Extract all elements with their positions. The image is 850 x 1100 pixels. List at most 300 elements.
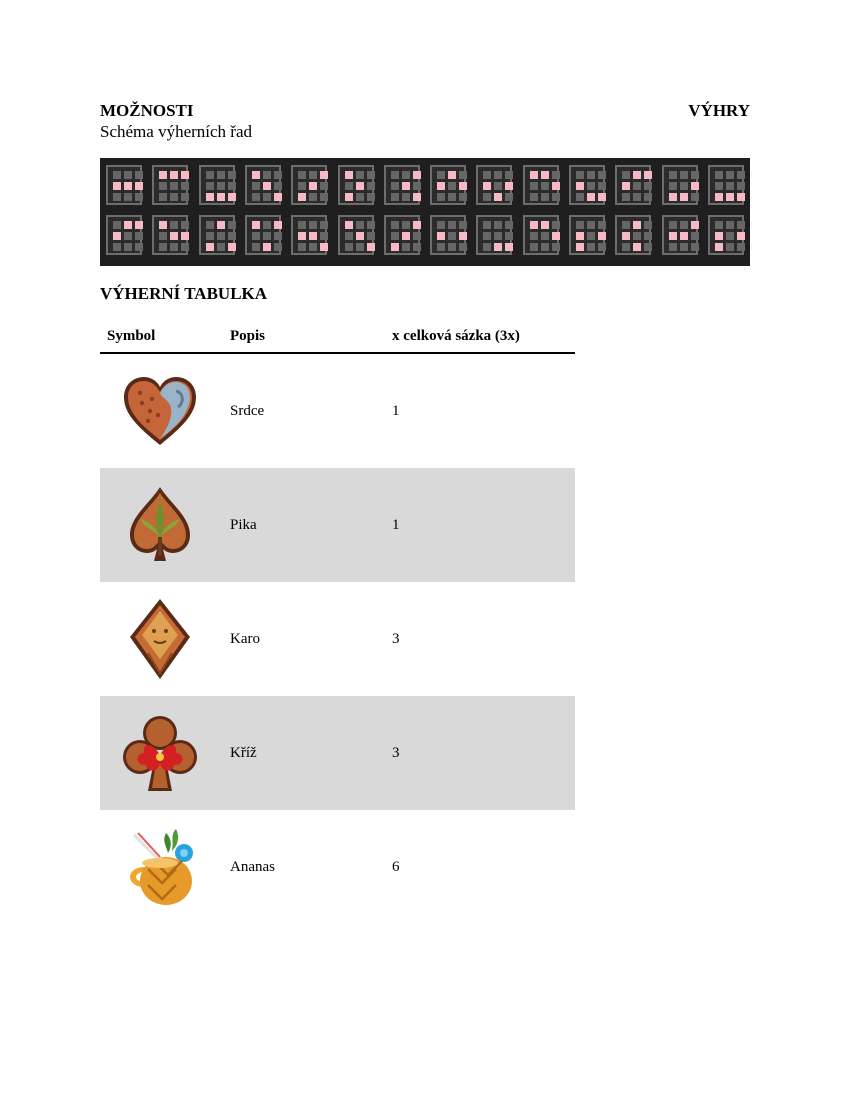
payline-cell [135, 171, 143, 179]
payline-cell [413, 221, 421, 229]
payline-cell [448, 221, 456, 229]
payline-cell [181, 182, 189, 190]
payline-cell [541, 232, 549, 240]
payline-cell [402, 243, 410, 251]
payline-cell [206, 171, 214, 179]
payline-cell [391, 182, 399, 190]
diamond-icon [118, 597, 202, 681]
payline-cell [263, 193, 271, 201]
payline-cell [598, 193, 606, 201]
payline-9 [476, 165, 512, 205]
payline-cell [680, 193, 688, 201]
payline-cell [274, 221, 282, 229]
paytable-row-spade [100, 468, 575, 582]
payline-cell [181, 221, 189, 229]
payline-cell [113, 193, 121, 201]
payline-cell [737, 243, 745, 251]
payline-cell [206, 243, 214, 251]
payline-cell [274, 243, 282, 251]
payline-cell [159, 243, 167, 251]
description-club: Kříž [230, 745, 257, 761]
payline-cell [644, 171, 652, 179]
payline-cell [530, 232, 538, 240]
description-diamond: Karo [230, 631, 260, 647]
payline-cell [402, 171, 410, 179]
payline-cell [644, 193, 652, 201]
payline-cell [494, 232, 502, 240]
payline-cell [124, 182, 132, 190]
payline-cell [530, 193, 538, 201]
payline-cell [505, 182, 513, 190]
payline-14 [708, 165, 744, 205]
payline-cell [587, 182, 595, 190]
payline-cell [633, 182, 641, 190]
payline-cell [217, 182, 225, 190]
payline-cell [505, 221, 513, 229]
payline-cell [228, 232, 236, 240]
multiplier-club: 3 [392, 745, 400, 761]
payline-cell [541, 171, 549, 179]
payline-cell [505, 232, 513, 240]
payline-cell [170, 232, 178, 240]
payline-cell [170, 193, 178, 201]
payline-cell [113, 243, 121, 251]
payline-cell [263, 182, 271, 190]
payline-cell [170, 221, 178, 229]
payline-5 [291, 165, 327, 205]
payline-cell [448, 193, 456, 201]
payline-cell [309, 182, 317, 190]
payline-cell [274, 182, 282, 190]
payline-cell [252, 243, 260, 251]
payline-cell [391, 243, 399, 251]
payline-cell [320, 243, 328, 251]
payline-7 [384, 165, 420, 205]
payline-cell [448, 171, 456, 179]
payline-cell [345, 232, 353, 240]
payline-cell [541, 221, 549, 229]
payline-cell [217, 232, 225, 240]
payline-cell [669, 221, 677, 229]
payline-cell [402, 182, 410, 190]
payline-cell [263, 232, 271, 240]
payline-cell [459, 193, 467, 201]
payline-cell [309, 193, 317, 201]
payline-cell [274, 232, 282, 240]
payline-16 [152, 215, 188, 255]
payline-cell [402, 232, 410, 240]
payline-cell [181, 232, 189, 240]
payline-cell [587, 243, 595, 251]
payline-26 [615, 215, 651, 255]
payline-cell [726, 171, 734, 179]
payline-cell [448, 243, 456, 251]
payline-cell [483, 221, 491, 229]
payline-cell [263, 243, 271, 251]
multiplier-heart: 1 [392, 403, 400, 419]
payline-cell [552, 171, 560, 179]
payline-cell [737, 232, 745, 240]
payline-cell [228, 182, 236, 190]
payline-cell [217, 221, 225, 229]
payline-cell [715, 182, 723, 190]
payline-cell [113, 171, 121, 179]
payline-cell [356, 193, 364, 201]
payline-cell [356, 243, 364, 251]
payline-cell [576, 243, 584, 251]
payline-22 [430, 215, 466, 255]
payline-cell [263, 171, 271, 179]
payline-cell [345, 221, 353, 229]
payline-cell [587, 221, 595, 229]
payline-cell [391, 171, 399, 179]
payline-cell [135, 232, 143, 240]
payline-cell [252, 182, 260, 190]
payline-cell [159, 171, 167, 179]
header-symbol: Symbol [107, 328, 156, 344]
payline-cell [345, 243, 353, 251]
payline-cell [159, 193, 167, 201]
payline-cell [633, 232, 641, 240]
payline-cell [320, 221, 328, 229]
payline-cell [459, 243, 467, 251]
payline-cell [587, 193, 595, 201]
payline-cell [298, 221, 306, 229]
payline-cell [413, 193, 421, 201]
payline-cell [135, 243, 143, 251]
options-title: MOŽNOSTI [100, 101, 194, 120]
payline-cell [530, 243, 538, 251]
paytable-title: VÝHERNÍ TABULKA [100, 284, 268, 303]
payline-4 [245, 165, 281, 205]
payline-cell [680, 232, 688, 240]
payline-cell [298, 171, 306, 179]
payline-cell [217, 193, 225, 201]
payline-cell [587, 171, 595, 179]
payline-cell [170, 182, 178, 190]
payline-cell [448, 182, 456, 190]
payline-cell [437, 182, 445, 190]
spade-icon [118, 483, 202, 567]
payline-20 [338, 215, 374, 255]
payline-cell [356, 182, 364, 190]
payline-cell [680, 221, 688, 229]
wins-title: VÝHRY [688, 101, 750, 120]
payline-cell [669, 232, 677, 240]
payline-cell [726, 182, 734, 190]
payline-cell [298, 182, 306, 190]
payline-cell [367, 193, 375, 201]
payline-cell [413, 182, 421, 190]
payline-cell [644, 182, 652, 190]
payline-cell [181, 171, 189, 179]
payline-cell [576, 182, 584, 190]
payline-cell [309, 243, 317, 251]
payline-cell [309, 171, 317, 179]
payline-cell [715, 232, 723, 240]
payline-cell [252, 171, 260, 179]
payline-cell [402, 193, 410, 201]
payline-cell [576, 193, 584, 201]
payline-cell [644, 243, 652, 251]
payline-cell [228, 221, 236, 229]
payline-cell [633, 171, 641, 179]
payline-cell [113, 182, 121, 190]
payline-2 [152, 165, 188, 205]
payline-cell [552, 221, 560, 229]
payline-cell [437, 221, 445, 229]
payline-cell [726, 232, 734, 240]
payline-cell [644, 232, 652, 240]
payline-cell [124, 171, 132, 179]
paytable-row-pineapple [100, 810, 575, 924]
payline-11 [569, 165, 605, 205]
paylines-subtitle: Schéma výherních řad [100, 122, 252, 141]
payline-cell [494, 193, 502, 201]
payline-cell [726, 221, 734, 229]
payline-cell [715, 171, 723, 179]
payline-cell [541, 243, 549, 251]
payline-cell [228, 193, 236, 201]
payline-cell [206, 182, 214, 190]
payline-cell [505, 243, 513, 251]
payline-cell [576, 232, 584, 240]
payline-cell [715, 221, 723, 229]
payline-cell [715, 193, 723, 201]
payline-cell [437, 171, 445, 179]
club-icon [118, 711, 202, 795]
pineapple-icon [118, 825, 202, 909]
payline-cell [181, 243, 189, 251]
payline-cell [459, 232, 467, 240]
payline-cell [691, 221, 699, 229]
multiplier-spade: 1 [392, 517, 400, 533]
payline-cell [298, 193, 306, 201]
payline-cell [737, 193, 745, 201]
payline-cell [576, 221, 584, 229]
payline-cell [669, 243, 677, 251]
payline-cell [494, 243, 502, 251]
payline-cell [680, 182, 688, 190]
payline-cell [680, 171, 688, 179]
payline-cell [135, 182, 143, 190]
payline-cell [391, 221, 399, 229]
payline-cell [309, 232, 317, 240]
paytable-row-diamond [100, 582, 575, 696]
payline-13 [662, 165, 698, 205]
payline-cell [413, 171, 421, 179]
multiplier-pineapple: 6 [392, 859, 400, 875]
payline-cell [170, 171, 178, 179]
payline-18 [245, 215, 281, 255]
payline-cell [252, 221, 260, 229]
payline-cell [633, 243, 641, 251]
payline-cell [124, 193, 132, 201]
payline-cell [552, 243, 560, 251]
payline-cell [367, 182, 375, 190]
payline-cell [633, 221, 641, 229]
payline-cell [135, 193, 143, 201]
payline-cell [598, 171, 606, 179]
payline-cell [274, 193, 282, 201]
payline-cell [437, 232, 445, 240]
payline-cell [459, 221, 467, 229]
payline-cell [448, 232, 456, 240]
payline-cell [587, 232, 595, 240]
payline-cell [159, 232, 167, 240]
payline-25 [569, 215, 605, 255]
payline-cell [320, 182, 328, 190]
multiplier-diamond: 3 [392, 631, 400, 647]
payline-cell [413, 232, 421, 240]
payline-cell [356, 232, 364, 240]
payline-cell [598, 221, 606, 229]
payline-cell [726, 243, 734, 251]
payline-cell [483, 182, 491, 190]
payline-cell [135, 221, 143, 229]
payline-cell [263, 221, 271, 229]
payline-15 [106, 215, 142, 255]
payline-cell [459, 171, 467, 179]
payline-cell [228, 243, 236, 251]
payline-cell [494, 221, 502, 229]
payline-cell [274, 171, 282, 179]
payline-cell [622, 221, 630, 229]
header-description: Popis [230, 328, 266, 344]
payline-cell [737, 182, 745, 190]
payline-cell [494, 182, 502, 190]
description-heart: Srdce [230, 403, 265, 419]
payline-cell [402, 221, 410, 229]
payline-cell [483, 171, 491, 179]
payline-cell [530, 221, 538, 229]
payline-cell [252, 193, 260, 201]
payline-cell [552, 182, 560, 190]
payline-cell [391, 193, 399, 201]
payline-cell [691, 232, 699, 240]
payline-cell [737, 171, 745, 179]
payline-cell [737, 221, 745, 229]
payline-cell [124, 221, 132, 229]
payline-cell [541, 182, 549, 190]
description-pineapple: Ananas [230, 859, 275, 875]
payline-cell [320, 232, 328, 240]
heart-icon [118, 369, 202, 453]
payline-cell [345, 171, 353, 179]
payline-17 [199, 215, 235, 255]
payline-cell [159, 182, 167, 190]
payline-cell [159, 221, 167, 229]
payline-1 [106, 165, 142, 205]
payline-cell [206, 221, 214, 229]
payline-cell [622, 182, 630, 190]
payline-28 [708, 215, 744, 255]
payline-cell [691, 243, 699, 251]
payline-cell [217, 243, 225, 251]
payline-6 [338, 165, 374, 205]
payline-cell [598, 232, 606, 240]
payline-cell [298, 243, 306, 251]
payline-cell [505, 171, 513, 179]
payline-cell [124, 232, 132, 240]
payline-cell [320, 193, 328, 201]
payline-cell [483, 243, 491, 251]
payline-cell [124, 243, 132, 251]
payline-cell [170, 243, 178, 251]
payline-cell [715, 243, 723, 251]
payline-cell [691, 193, 699, 201]
payline-cell [113, 221, 121, 229]
payline-cell [633, 193, 641, 201]
payline-cell [367, 243, 375, 251]
payline-cell [483, 232, 491, 240]
payline-cell [726, 193, 734, 201]
payline-21 [384, 215, 420, 255]
payline-cell [622, 232, 630, 240]
payline-cell [413, 243, 421, 251]
payline-cell [345, 182, 353, 190]
payline-cell [552, 193, 560, 201]
payline-cell [181, 193, 189, 201]
payline-3 [199, 165, 235, 205]
payline-cell [437, 243, 445, 251]
payline-cell [680, 243, 688, 251]
payline-cell [356, 221, 364, 229]
payline-cell [691, 182, 699, 190]
payline-cell [669, 193, 677, 201]
payline-cell [598, 182, 606, 190]
paytable-row-heart [100, 354, 575, 468]
payline-cell [459, 182, 467, 190]
payline-cell [320, 171, 328, 179]
payline-cell [505, 193, 513, 201]
payline-27 [662, 215, 698, 255]
payline-cell [530, 182, 538, 190]
payline-cell [576, 171, 584, 179]
payline-19 [291, 215, 327, 255]
paytable-header [100, 322, 575, 354]
payline-cell [252, 232, 260, 240]
payline-cell [552, 232, 560, 240]
payline-12 [615, 165, 651, 205]
payline-cell [206, 193, 214, 201]
payline-cell [437, 193, 445, 201]
payline-cell [598, 243, 606, 251]
payline-23 [476, 215, 512, 255]
paytable [100, 322, 575, 924]
payline-cell [309, 221, 317, 229]
payline-cell [530, 171, 538, 179]
payline-cell [691, 171, 699, 179]
payline-cell [622, 243, 630, 251]
payline-24 [523, 215, 559, 255]
header-multiplier: x celková sázka (3x) [392, 328, 520, 344]
payline-cell [217, 171, 225, 179]
payline-10 [523, 165, 559, 205]
payline-cell [622, 171, 630, 179]
payline-cell [644, 221, 652, 229]
payline-cell [298, 232, 306, 240]
payline-cell [356, 171, 364, 179]
payline-8 [430, 165, 466, 205]
payline-cell [391, 232, 399, 240]
paylines-panel [100, 158, 750, 266]
paytable-row-club [100, 696, 575, 810]
payline-cell [206, 232, 214, 240]
payline-cell [622, 193, 630, 201]
payline-cell [113, 232, 121, 240]
payline-cell [367, 171, 375, 179]
